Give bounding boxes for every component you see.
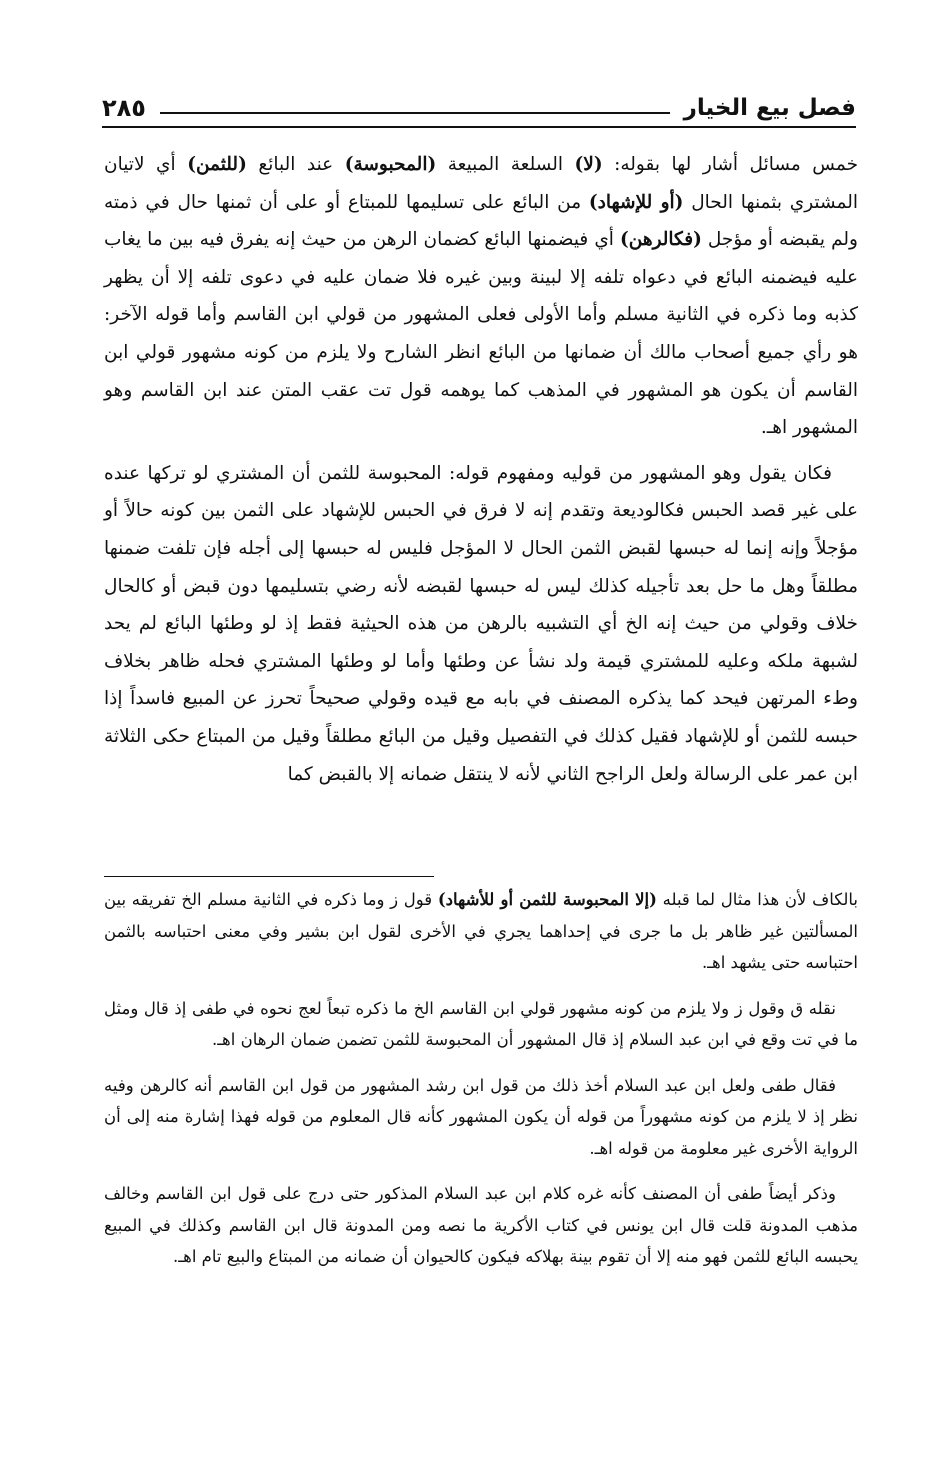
text-run: قول ز وما ذكره في الثانية مسلم الخ تفريقه بين المسألتين غير ظاهر بل ما جرى في إحداهما يجري في الأخرى لقول ابن بشير وفي معنى احتباسه بالثمن احتباسه حتى يشهد اهـ. <box>104 890 859 972</box>
header-underline <box>102 126 856 128</box>
bold-term: (للثمن) <box>187 154 247 175</box>
text-run: السلعة المبيعة <box>436 154 575 175</box>
bold-term: (فكالرهن) <box>619 229 702 251</box>
main-paragraph-1 <box>104 146 858 447</box>
text-run: من البائع على تسليمها للمبتاع أو على أن ثمنها حال في ذمته ولم يقبضه أو مؤجل <box>104 191 858 251</box>
footnote-paragraph-2: نقله ق وقول ز ولا يلزم من كونه مشهور قولي ابن القاسم الخ ما ذكره تبعاً لعج نحوه في طفى إذ قال ومثل ما في تت وقع في ابن عبد السلام إذ قال المشهور أن المحبوسة للثمن تضمن ضمان الرهان اهـ. <box>104 998 858 1049</box>
footnote-paragraph-4: وذكر أيضاً طفى أن المصنف كأنه غره كلام ابن عبد السلام المذكور حتى درج على قول ابن القاسم وخالف مذهب المدونة قلت قال ابن يونس في كتاب الأكرية ما نصه ومن المدونة قال ابن القاسم وكذلك في المبيع يحبسه البائع للثمن فهو منه إلا أن تقوم بينة بهلاكه فيكون كالحيوان أن ضمانه من المبتاع والبيع تام اهـ. <box>104 1184 858 1266</box>
footnote-paragraph-3: فقال طفى ولعل ابن عبد السلام أخذ ذلك من قول ابن رشد المشهور من قول ابن القاسم أنه كالرهن وفيه نظر إذ لا يلزم من كونه مشهوراً من قوله أن يكون المشهور كأنه قال المعلوم من قوله فهذا إشارة منه إلى أن الرواية الأخرى غير معلومة من قوله اهـ. <box>104 1075 858 1158</box>
text-run: أي لاتيان المشتري بثمنها الحال <box>104 154 858 213</box>
page-header <box>102 82 856 126</box>
footnote-separator <box>104 876 434 877</box>
footnotes <box>104 884 858 1287</box>
bold-term: (أو للإشهاد) <box>588 191 684 213</box>
main-paragraph-2: فكان يقول وهو المشهور من قوليه ومفهوم قوله: المحبوسة للثمن أن المشتري لو تركها عنده على غير قصد الحبس فكالوديعة وتقدم إنه لا فرق في الحبس للإشهاد على الثمن بين كونه حالاً أو مؤجلاً وإنه إنما له حبسها لقبض الثمن الحال لا المؤجل فليس له حبسها إلى أجله فإن تلفت ضمنها مطلقاً وهل ما حل بعد تأجيله كذلك ليس له حبسها لقبضه لأنه رضي بتسليمها دون قبض أو كالحال خلاف وقولي من حيث إنه الخ أي التشبيه بالرهن من هذه الحيثية فقط إذ لو وطئها البائع لم يحد لشبهة ملكه وعليه للمشتري قيمة ولد نشأ عن وطئها وأما لو وطئها المشتري فحله ظاهر بخلاف وطء المرتهن فيحد كما يذكره المصنف في بابه مع قيده وقولي صحيحاً تحرز عن المبيع فاسداً إذا حبسه للثمن أو للإشهاد فقيل كذلك في التفصيل وقيل من البائع مطلقاً وقيل من المبتاع حكى الثلاثة ابن عمر على الرسالة ولعل الراجح الثاني لأنه لا ينتقل ضمانه إلا بالقبض كما <box>104 462 858 785</box>
page-number: ٢٨٥ <box>102 94 146 122</box>
bold-term: (لا) <box>574 154 603 175</box>
text-run: بالكاف لأن هذا مثال لما قبله <box>656 890 858 909</box>
text-run: خمس مسائل أشار لها بقوله: <box>602 154 859 175</box>
text-run: أي فيضمنها البائع كضمان الرهن من حيث إنه يفرق فيه بين ما يغاب عليه فيضمنه البائع في دعواه تلفه إلا لبينة وبين غيره فلا ضمان عليه في دعوى تلفه إلا أن يظهر كذبه وما ذكره في الثانية مسلم وأما الأولى فعلى المشهور من قولي ابن القاسم وأما قوله الآخر: هو رأي جميع أصحاب مالك أن ضمانها من البائع انظر الشارح ولا يلزم من كونه مشهور قولي ابن القاسم أن يكون هو المشهور في المذهب كما يوهمه قول تت عقب المتن عند ابن القاسم وهو المشهور اهـ. <box>104 229 858 439</box>
bold-term: (المحبوسة) <box>344 154 437 175</box>
header-rule <box>160 112 670 114</box>
main-text <box>104 146 858 793</box>
running-title: فصل بيع الخيار <box>683 95 856 121</box>
text-run: عند البائع <box>246 154 345 175</box>
footnote-paragraph-1 <box>104 884 858 979</box>
bold-term: (إلا المحبوسة للثمن أو للأشهاد) <box>437 890 657 909</box>
